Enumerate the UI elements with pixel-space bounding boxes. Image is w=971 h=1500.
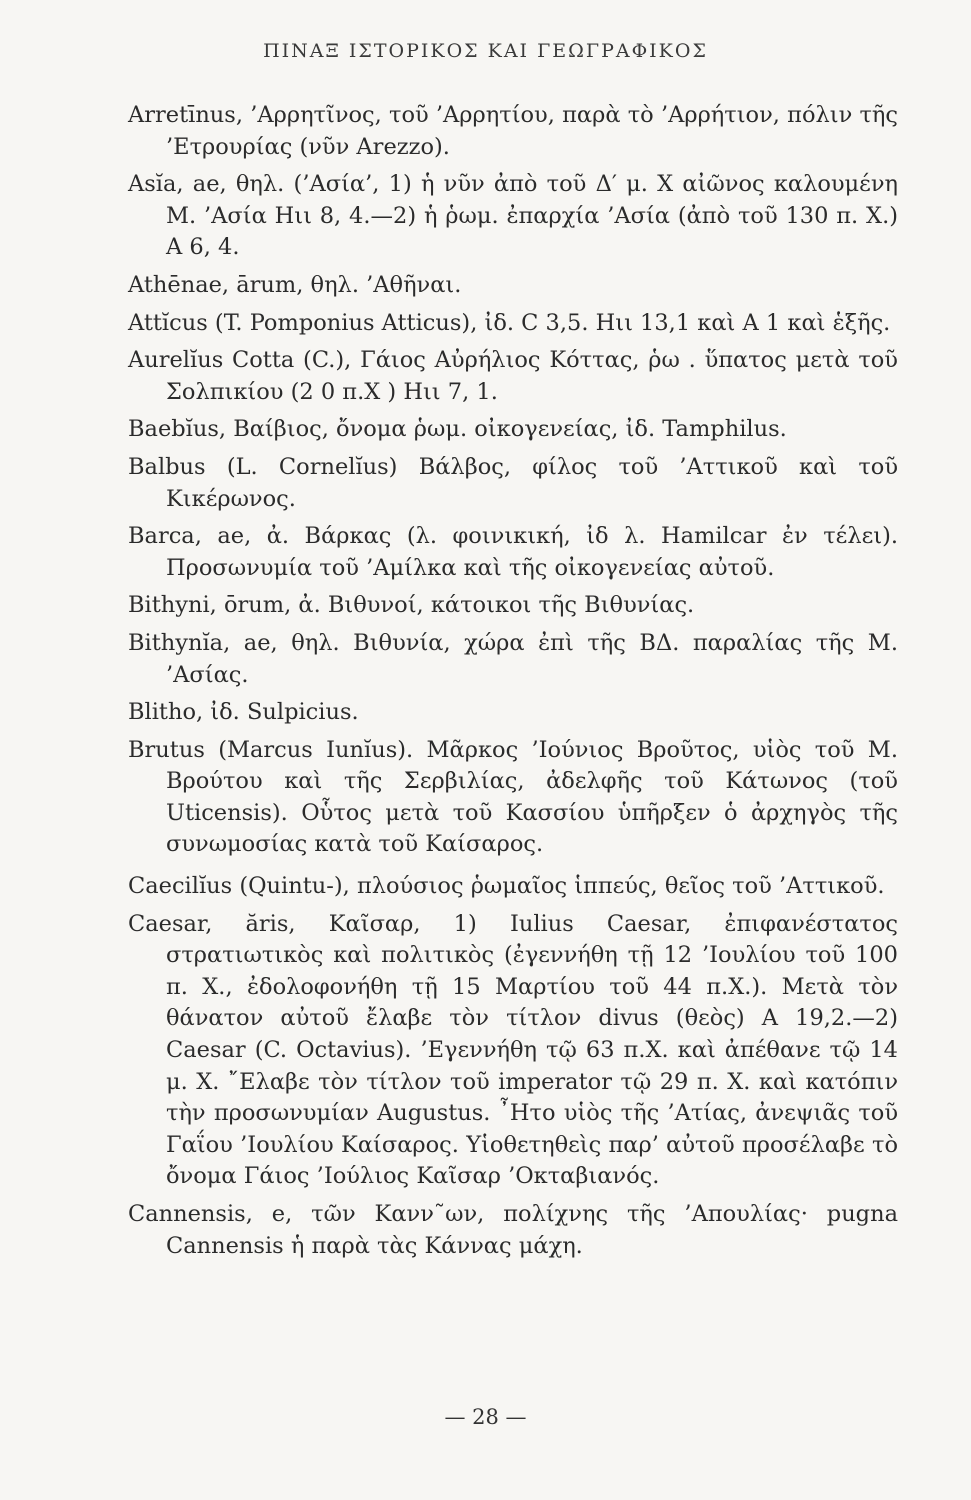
entry-blitho: Blitho, ἰδ. Sulpicius. xyxy=(128,699,359,726)
entry-bithynia: Bithynĭa, ae, θηλ. Βιθυνία, χώρα ἐπὶ τῆς ΒΔ. παραλίας τῆς Μ. ’Ασίας. xyxy=(128,629,898,688)
entry-athenae: Athēnae, ārum, θηλ. ’Αθῆναι. xyxy=(128,271,462,298)
page-number: — 28 — xyxy=(444,1405,527,1429)
entry-atticus: Attĭcus (T. Pomponius Atticus), ἰδ. C 3,5. Ηιι 13,1 καὶ Α 1 καὶ ἑξῆς. xyxy=(128,309,891,336)
entry-brutus: Brutus (Marcus Iunĭus). Μᾶρκος ’Ιούνιος Βροῦτος, υἱὸς τοῦ Μ. Βρούτου καὶ τῆς Σερβιλίας, ἀδελφῆς τοῦ Κάτωνος (τοῦ Uticensis). Οὗτος μετὰ τοῦ Κασσίου ὑπῆρξεν ὁ ἀρχηγὸς τῆς συνωμοσίας κατὰ τοῦ Καίσαρος. xyxy=(128,736,898,858)
entry-bithyni: Bithyni, ōrum, ἀ. Βιθυνοί, κάτοικοι τῆς Βιθυνίας. xyxy=(128,592,695,619)
entry-balbus: Balbus (L. Cornelĭus) Βάλβος, φίλος τοῦ ’Αττικοῦ καὶ τοῦ Κικέρωνος. xyxy=(128,453,898,512)
entry-arretinus: Arretīnus, ’Αρρητῖνος, τοῦ ’Αρρητίου, παρὰ τὸ ’Αρρήτιον, πόλιν τῆς ’Ετρουρίας (νῦν Arezzo). xyxy=(128,102,898,160)
running-header: ΠΙΝΑΞ ΙΣΤΟΡΙΚΟΣ ΚΑΙ ΓΕΩΓΡΑΦΙΚΟΣ xyxy=(263,40,708,62)
entry-aurelius-cotta: Aurelĭus Cotta (C.), Γάιος Αὐρήλιος Κόττας, ῥω . ὕπατος μετὰ τοῦ Σολπικίου (2 0 π.Χ ) Ηιι 7, 1. xyxy=(128,347,898,405)
entry-asia: Asĭa, ae, θηλ. (’Ασία’, 1) ἡ νῦν ἀπὸ τοῦ Δ′ μ. Χ αἰῶνος καλουμένη Μ. ’Ασία Ηιι 8, 4.—2) ἡ ῥωμ. ἐπαρχία ’Ασία (ἀπὸ τοῦ 130 π. Χ.) Α 6, 4. xyxy=(128,171,898,261)
entry-baebius: Baebĭus, Βαίβιος, ὄνομα ῥωμ. οἰκογενείας, ἰδ. Tamphilus. xyxy=(128,416,787,443)
entry-cannensis: Cannensis, e, τῶν Κανν῀ων, πολίχνης τῆς ’Απουλίας· pugna Cannensis ἡ παρὰ τὰς Κάννας μάχη. xyxy=(128,1201,898,1259)
entry-caesar: Caesar, ăris, Καῖσαρ, 1) Iulius Caesar, ἐπιφανέστατος στρατιωτικὸς καὶ πολιτικὸς (ἐγεννήθη τῇ 12 ’Ιουλίου τοῦ 100 π. Χ., ἐδολοφονήθη τῇ 15 Μαρτίου τοῦ 44 π.Χ.). Μετὰ τὸν θάνατον αὐτοῦ ἔλαβε τὸν τίτλον divus (θεὸς) Α 19,2.—2) Caesar (C. Octavius). ’Εγεννήθη τῷ 63 π.Χ. καὶ ἀπέθανε τῷ 14 μ. Χ. ῎Ελαβε τὸν τίτλον τοῦ imperator τῷ 29 π. Χ. καὶ κατόπιν τὴν προσωνυμίαν Augustus. ῏Ητο υἱὸς τῆς ’Ατίας, ἀνεψιᾶς τοῦ Γαΐου ’Ιουλίου Καίσαρος. Υἱοθετηθεὶς παρ’ αὐτοῦ προσέλαβε τὸ ὄνομα Γάιος ’Ιούλιος Καῖσαρ ’Οκταβιανός. xyxy=(128,910,898,1190)
entry-barca: Barca, ae, ἀ. Βάρκας (λ. φοινικική, ἰδ λ. Hamilcar ἐν τέλει). Προσωνυμία τοῦ ’Αμίλκα καὶ τῆς οἰκογενείας αὐτοῦ. xyxy=(128,523,898,581)
index-entries xyxy=(128,100,898,1268)
entry-caecilius: Caecilĭus (Quintu-), πλούσιος ῥωμαῖος ἱππεύς, θεῖος τοῦ ’Αττικοῦ. xyxy=(128,873,885,900)
